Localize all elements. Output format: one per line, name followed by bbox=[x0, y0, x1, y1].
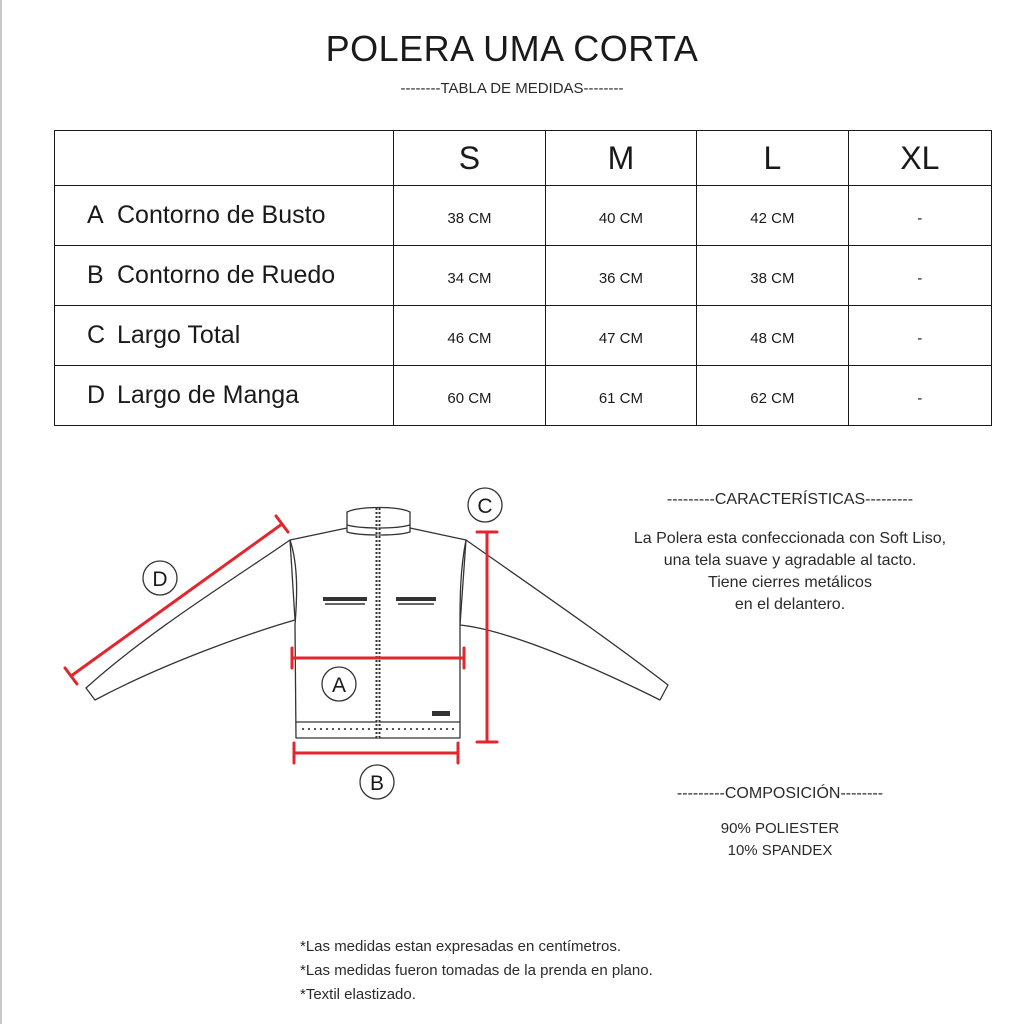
table-row bbox=[55, 366, 992, 426]
row-label bbox=[55, 186, 394, 246]
footnote: *Las medidas estan expresadas en centímetros. bbox=[300, 938, 622, 955]
size-header-l: L bbox=[697, 131, 848, 186]
value-cell: - bbox=[848, 306, 991, 366]
row-measure-name: Contorno de Busto bbox=[117, 201, 326, 229]
svg-text:D: D bbox=[152, 568, 168, 591]
hem-tag bbox=[432, 711, 450, 716]
size-table bbox=[54, 130, 992, 426]
row-letter: B bbox=[87, 261, 104, 289]
composition-heading: ---------COMPOSICIÓN-------- bbox=[676, 785, 884, 802]
value-cell: - bbox=[848, 246, 991, 306]
marker-c bbox=[468, 488, 502, 522]
value-cell: 34 CM bbox=[394, 246, 545, 306]
svg-text:B: B bbox=[369, 772, 385, 795]
composition-line: 10% SPANDEX bbox=[727, 842, 833, 859]
value-cell: 46 CM bbox=[394, 306, 545, 366]
value-cell: 42 CM bbox=[697, 186, 848, 246]
chest-logo-right bbox=[396, 597, 436, 605]
value-cell: - bbox=[848, 366, 991, 426]
garment-diagram bbox=[0, 470, 700, 810]
row-letter: D bbox=[87, 381, 106, 409]
composition-list bbox=[620, 818, 940, 862]
row-letter: C bbox=[87, 321, 106, 349]
value-cell: 60 CM bbox=[394, 366, 545, 426]
jacket-illustration bbox=[86, 508, 668, 739]
row-label bbox=[55, 366, 394, 426]
row-label bbox=[55, 246, 394, 306]
footnotes bbox=[300, 935, 653, 1007]
row-letter: A bbox=[87, 201, 104, 229]
left-sleeve bbox=[86, 540, 295, 700]
chest-logo-left bbox=[323, 597, 367, 605]
value-cell: 40 CM bbox=[545, 186, 696, 246]
footnote: *Las medidas fueron tomadas de la prenda en plano. bbox=[300, 962, 653, 979]
table-row bbox=[55, 306, 992, 366]
header-empty-cell bbox=[55, 131, 394, 186]
value-cell: 38 CM bbox=[697, 246, 848, 306]
table-subtitle: --------TABLA DE MEDIDAS-------- bbox=[400, 80, 624, 97]
value-cell: - bbox=[848, 186, 991, 246]
value-cell: 61 CM bbox=[545, 366, 696, 426]
marker-b bbox=[360, 765, 394, 799]
size-header-row bbox=[55, 131, 992, 186]
marker-a bbox=[322, 667, 356, 701]
features-description bbox=[590, 528, 990, 616]
marker-d bbox=[143, 561, 177, 595]
table-row bbox=[55, 246, 992, 306]
value-cell: 36 CM bbox=[545, 246, 696, 306]
size-header-xl: XL bbox=[848, 131, 991, 186]
svg-text:C: C bbox=[477, 495, 493, 518]
value-cell: 38 CM bbox=[394, 186, 545, 246]
measure-line-b bbox=[294, 743, 458, 763]
value-cell: 62 CM bbox=[697, 366, 848, 426]
size-header-s: S bbox=[394, 131, 545, 186]
composition-line: 90% POLIESTER bbox=[720, 820, 840, 837]
row-measure-name: Largo de Manga bbox=[117, 381, 300, 409]
footnote: *Textil elastizado. bbox=[300, 986, 416, 1003]
value-cell: 47 CM bbox=[545, 306, 696, 366]
table-row bbox=[55, 186, 992, 246]
size-header-m: M bbox=[545, 131, 696, 186]
page-title: POLERA UMA CORTA bbox=[325, 28, 699, 69]
features-heading: ---------CARACTERÍSTICAS--------- bbox=[666, 491, 914, 508]
features-line: Tiene cierres metálicos bbox=[708, 574, 872, 591]
svg-text:A: A bbox=[331, 674, 347, 697]
features-line: La Polera esta confeccionada con Soft Liso, bbox=[633, 530, 947, 547]
row-label bbox=[55, 306, 394, 366]
row-measure-name: Contorno de Ruedo bbox=[117, 261, 336, 289]
features-line: una tela suave y agradable al tacto. bbox=[663, 552, 917, 569]
features-line: en el delantero. bbox=[734, 596, 846, 613]
value-cell: 48 CM bbox=[697, 306, 848, 366]
row-measure-name: Largo Total bbox=[117, 321, 241, 349]
